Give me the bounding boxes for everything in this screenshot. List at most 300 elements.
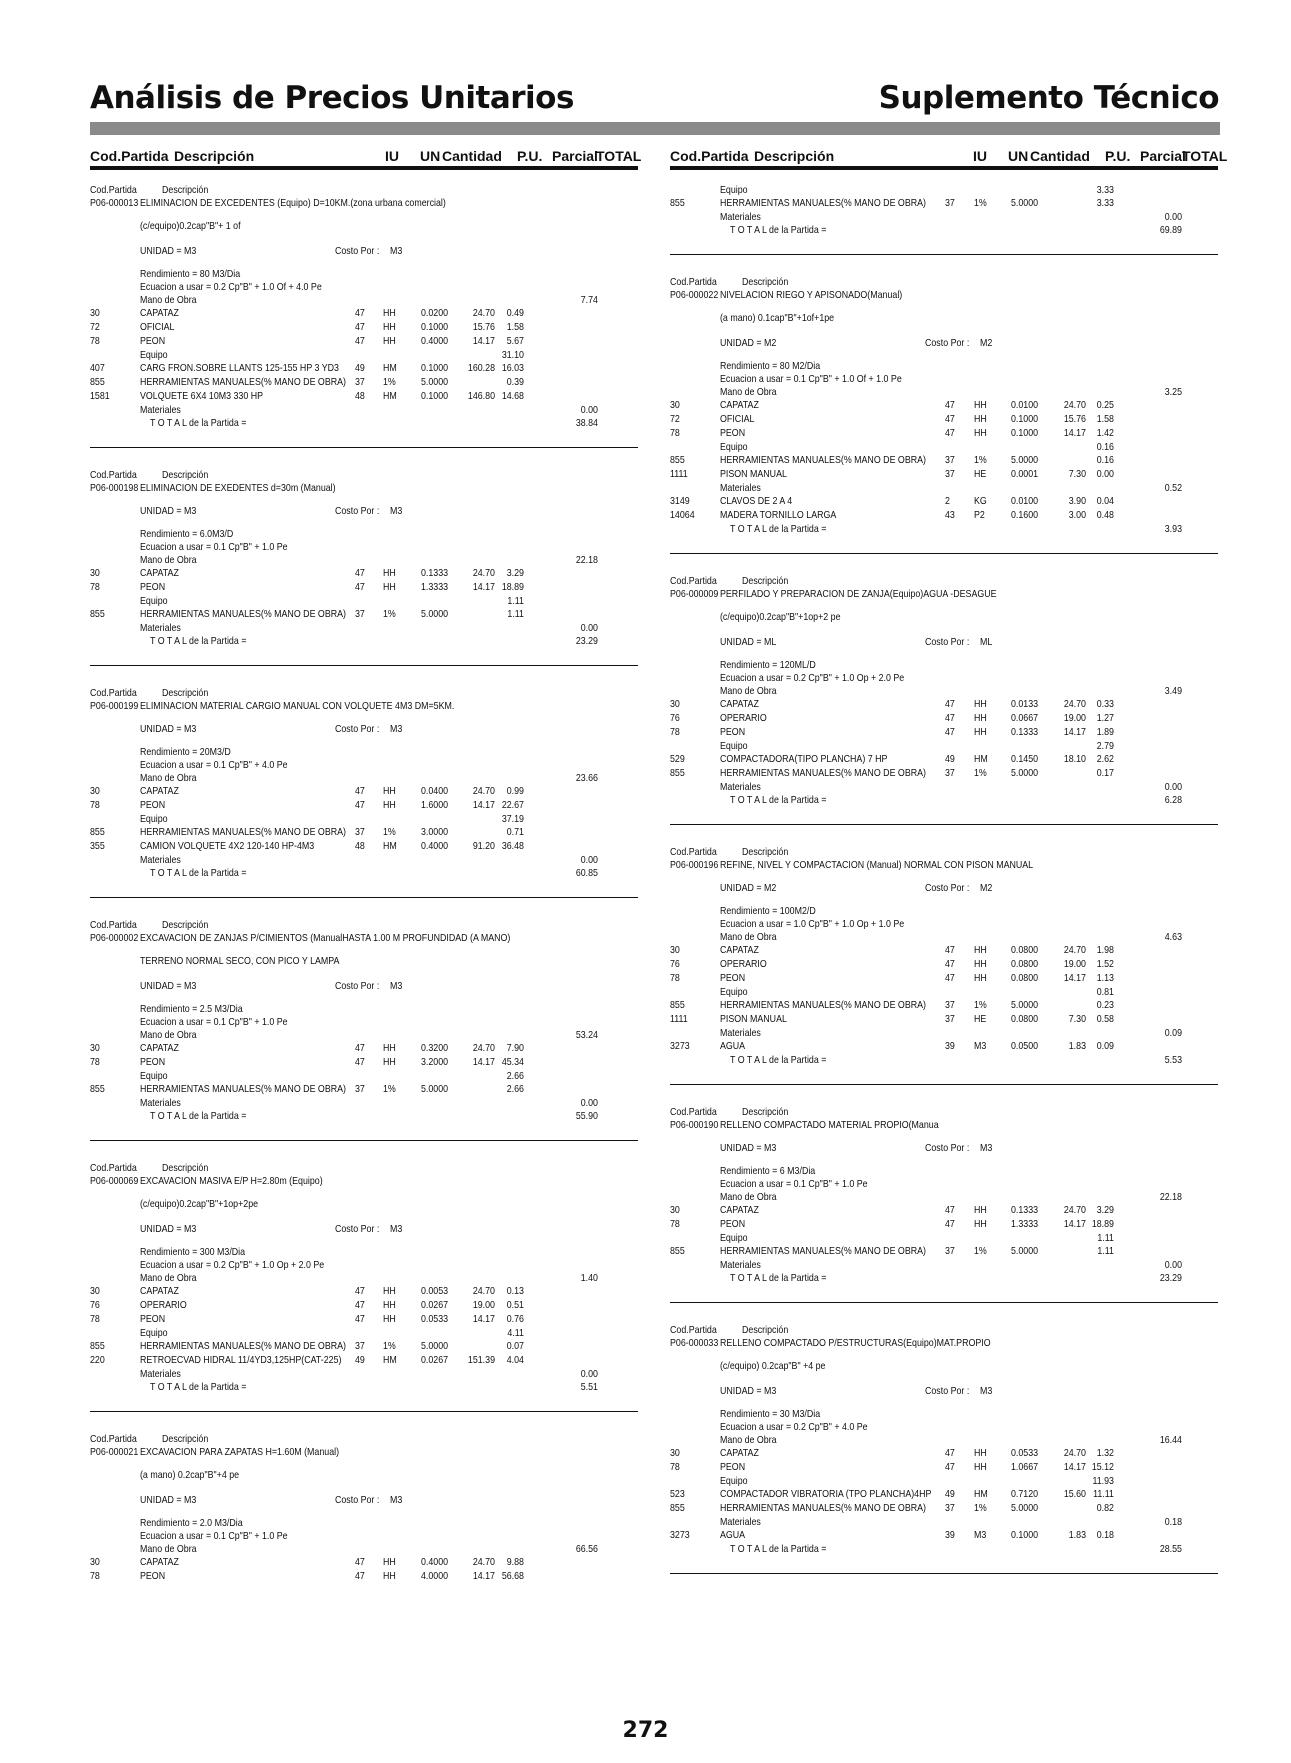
total-row: [670, 1272, 1217, 1285]
cod-partida-label: Cod.Partida: [90, 920, 137, 931]
item-unit: HM: [382, 363, 397, 374]
costo-por-value: M3: [389, 724, 403, 735]
partida-total: 3.93: [1164, 524, 1182, 535]
item-description: HERRAMIENTAS MANUALES(% MANO DE OBRA): [719, 1000, 926, 1011]
item-description: PEON: [719, 1219, 746, 1230]
partida-code: P06-000199: [90, 701, 139, 712]
partida-code: P06-000022: [670, 290, 719, 301]
partida-note: (a mano) 0.2cap"B"+4 pe: [139, 1470, 240, 1481]
costo-por-value: M3: [389, 506, 403, 517]
item-unit-price: 24.70: [1063, 1448, 1086, 1459]
item-partial: 0.13: [506, 1286, 524, 1297]
partida-code: P06-000013: [90, 198, 139, 209]
item-quantity: 0.0533: [420, 1314, 449, 1325]
ecuacion: Ecuacion a usar = 0.1 Cp"B" + 1.0 Of + 1.0 Pe: [719, 374, 902, 385]
equipo-row: [90, 840, 637, 853]
materiales-total: 0.00: [580, 1098, 598, 1109]
equipo-label: Equipo: [719, 442, 748, 453]
equipo-row: [670, 1488, 1217, 1501]
item-unit: HH: [382, 568, 396, 579]
mano-obra-header: [90, 1029, 637, 1042]
cod-partida-label: Cod.Partida: [670, 576, 717, 587]
total-row: [90, 1381, 637, 1394]
partida-code: P06-000033: [670, 1338, 719, 1349]
page-subtitle: Suplemento Técnico: [878, 80, 1219, 116]
item-quantity: 0.0500: [1010, 1041, 1039, 1052]
item-quantity: 0.0001: [1010, 469, 1039, 480]
equipo-row: [670, 468, 1217, 481]
item-unit-price: 14.17: [472, 1314, 495, 1325]
costo-por-label: Costo Por :: [334, 981, 380, 992]
item-unit: 1%: [973, 1000, 987, 1011]
equipo-header: [670, 1475, 1217, 1488]
mano-de-obra-total: 7.74: [580, 295, 598, 306]
item-iu: 47: [944, 1219, 955, 1230]
item-quantity: 0.0267: [420, 1300, 449, 1311]
item-partial: 11.11: [1093, 1489, 1114, 1500]
partida-note: (c/equipo)0.2cap"B"+1op+2 pe: [719, 612, 841, 623]
mano-de-obra-total: 3.49: [1164, 686, 1182, 697]
equipo-header: [670, 986, 1217, 999]
item-unit-price: 15.76: [472, 322, 495, 333]
item-quantity: 1.0667: [1010, 1462, 1039, 1473]
item-code: 30: [670, 1205, 680, 1216]
item-quantity: 0.0200: [420, 308, 449, 319]
item-code: 30: [670, 945, 680, 956]
material-row: [670, 1529, 1217, 1542]
descripcion-label: Descripción: [161, 688, 209, 699]
item-code: 30: [670, 699, 680, 710]
item-quantity: 0.0800: [1010, 945, 1039, 956]
item-code: 78: [670, 973, 680, 984]
partida-label-row: [670, 846, 1217, 859]
mano-obra-header: [670, 931, 1217, 944]
ecuacion-row: [90, 759, 637, 772]
partida-label-row: [90, 184, 637, 197]
costo-por-value: M2: [979, 338, 993, 349]
partida-separator: [90, 897, 638, 898]
materiales-label: Materiales: [719, 1028, 761, 1039]
equipo-row: [90, 1083, 637, 1096]
rendimiento-row: [90, 1003, 637, 1016]
item-unit: HM: [973, 1489, 988, 1500]
item-quantity: 0.0053: [420, 1286, 449, 1297]
item-description: PEON: [139, 800, 166, 811]
rendimiento-row: [670, 905, 1217, 918]
item-quantity: 5.0000: [420, 1084, 449, 1095]
partida-title-row: [90, 700, 637, 713]
item-quantity: 0.7120: [1010, 1489, 1039, 1500]
col-un: UN: [1008, 148, 1029, 164]
mano-obra-row: [670, 1447, 1217, 1460]
materiales-label: Materiales: [139, 1098, 181, 1109]
partida-separator: [670, 254, 1218, 255]
item-description: PEON: [139, 1571, 166, 1582]
equipo-row: [670, 1013, 1217, 1026]
partida-note: (c/equipo)0.2cap"B"+1op+2pe: [139, 1199, 259, 1210]
item-description: HERRAMIENTAS MANUALES(% MANO DE OBRA): [139, 1084, 346, 1095]
equipo-label: Equipo: [719, 185, 748, 196]
descripcion-label: Descripción: [741, 1325, 789, 1336]
item-code: 855: [90, 377, 105, 388]
partida-separator: [670, 824, 1218, 825]
partida-extra-row: [90, 220, 637, 233]
item-unit: HH: [973, 1462, 987, 1473]
item-unit: HH: [973, 1448, 987, 1459]
mano-obra-header: [670, 1434, 1217, 1447]
item-code: 355: [90, 841, 105, 852]
item-code: 72: [670, 414, 680, 425]
partida-total: 69.89: [1159, 225, 1182, 236]
item-partial: 1.52: [1096, 959, 1114, 970]
item-iu: 47: [354, 1043, 365, 1054]
unidad-label: UNIDAD = ML: [719, 637, 777, 648]
col-cod: Cod.Partida: [90, 148, 169, 164]
mano-obra-row: [90, 307, 637, 320]
partida-code: P06-000021: [90, 1447, 139, 1458]
ecuacion-row: [670, 1178, 1217, 1191]
mano-de-obra-label: Mano de Obra: [139, 555, 197, 566]
equipo-total: 37.19: [501, 814, 524, 825]
equipo-label: Equipo: [139, 1071, 168, 1082]
item-partial: 18.89: [1091, 1219, 1114, 1230]
equipo-row: [90, 390, 637, 403]
item-iu: 37: [944, 1000, 955, 1011]
item-quantity: 0.4000: [420, 841, 449, 852]
item-iu: 37: [944, 1246, 955, 1257]
partida-extra-row: [670, 312, 1217, 325]
mano-obra-header: [90, 772, 637, 785]
item-quantity: 4.0000: [420, 1571, 449, 1582]
partida-title-row: [670, 588, 1217, 601]
item-partial: 1.98: [1096, 945, 1114, 956]
mano-obra-row: [90, 1313, 637, 1326]
costo-por-value: M3: [389, 1495, 403, 1506]
item-quantity: 0.0267: [420, 1355, 449, 1366]
item-code: 523: [670, 1489, 685, 1500]
item-code: 78: [90, 1571, 100, 1582]
item-code: 3273: [670, 1530, 690, 1541]
item-description: HERRAMIENTAS MANUALES(% MANO DE OBRA): [719, 768, 926, 779]
item-partial: 0.00: [1096, 469, 1114, 480]
item-unit: 1%: [382, 827, 396, 838]
partida-code: P06-000190: [670, 1120, 719, 1131]
item-partial: 56.68: [501, 1571, 524, 1582]
equipo-header: [90, 1327, 637, 1340]
item-quantity: 3.2000: [420, 1057, 449, 1068]
item-unit: HH: [973, 959, 987, 970]
item-unit-price: 24.70: [1063, 699, 1086, 710]
ecuacion: Ecuacion a usar = 1.0 Cp"B" + 1.0 Op + 1.0 Pe: [719, 919, 905, 930]
unidad-label: UNIDAD = M3: [139, 724, 197, 735]
rendimiento: Rendimiento = 2.0 M3/Dia: [139, 1518, 243, 1529]
item-code: 30: [90, 1043, 100, 1054]
ecuacion-row: [90, 1016, 637, 1029]
material-row: [670, 509, 1217, 522]
rendimiento-row: [670, 360, 1217, 373]
item-iu: 47: [354, 568, 365, 579]
costo-por-value: M3: [389, 246, 403, 257]
materiales-header: [670, 1516, 1217, 1529]
unidad-label: UNIDAD = M3: [139, 506, 197, 517]
partida-label-row: [90, 919, 637, 932]
item-iu: 47: [354, 800, 365, 811]
total-row: [670, 1054, 1217, 1067]
ecuacion: Ecuacion a usar = 0.1 Cp"B" + 1.0 Pe: [719, 1179, 868, 1190]
item-unit: HH: [973, 1219, 987, 1230]
item-quantity: 0.3200: [420, 1043, 449, 1054]
ecuacion-row: [670, 918, 1217, 931]
mano-obra-row: [90, 1570, 637, 1583]
total-row: [90, 867, 637, 880]
partida-title: EXCAVACION MASIVA E/P H=2.80m (Equipo): [139, 1176, 323, 1187]
item-quantity: 0.0800: [1010, 959, 1039, 970]
mano-de-obra-label: Mano de Obra: [139, 295, 197, 306]
partida-total: 5.53: [1164, 1055, 1182, 1066]
col-iu: IU: [385, 148, 399, 164]
partida-label-row: [90, 687, 637, 700]
item-description: CAPATAZ: [719, 699, 759, 710]
item-partial: 0.33: [1096, 699, 1114, 710]
item-description: PEON: [719, 1462, 746, 1473]
descripcion-label: Descripción: [161, 1434, 209, 1445]
col-desc: Descripción: [174, 148, 255, 164]
item-iu: 47: [944, 727, 955, 738]
materiales-total: 0.00: [580, 855, 598, 866]
item-code: 30: [90, 786, 100, 797]
mano-de-obra-label: Mano de Obra: [719, 932, 777, 943]
item-code: 855: [670, 1246, 685, 1257]
item-code: 14064: [670, 510, 695, 521]
item-unit-price: 19.00: [472, 1300, 495, 1311]
item-unit: HH: [382, 786, 396, 797]
item-code: 30: [670, 400, 680, 411]
item-code: 1581: [90, 391, 110, 402]
item-iu: 48: [354, 841, 365, 852]
total-row: [90, 1110, 637, 1123]
partida-total: 60.85: [575, 868, 598, 879]
total-row: [670, 794, 1217, 807]
unidad-label: UNIDAD = M3: [719, 1386, 777, 1397]
ecuacion: Ecuacion a usar = 0.1 Cp"B" + 1.0 Pe: [139, 1017, 288, 1028]
item-partial: 0.99: [506, 786, 524, 797]
item-partial: 3.29: [1096, 1205, 1114, 1216]
mano-obra-header: [90, 554, 637, 567]
item-unit: HH: [382, 322, 396, 333]
partida-unidad-row: [670, 337, 1217, 350]
item-description: PEON: [139, 582, 166, 593]
partida-title: EXCAVACION DE ZANJAS P/CIMIENTOS (ManualHASTA 1.00 M PROFUNDIDAD (A MANO): [139, 933, 511, 944]
equipo-header: [670, 184, 1217, 197]
mano-de-obra-label: Mano de Obra: [719, 1192, 777, 1203]
item-iu: 37: [944, 1503, 955, 1514]
item-quantity: 0.1333: [1010, 1205, 1039, 1216]
item-partial: 22.67: [501, 800, 524, 811]
equipo-row: [670, 197, 1217, 210]
item-unit: HH: [382, 1571, 396, 1582]
partida-title: ELIMINACION DE EXEDENTES d=30m (Manual): [139, 483, 336, 494]
item-code: 76: [670, 959, 680, 970]
item-iu: 39: [944, 1041, 955, 1052]
materiales-label: Materiales: [139, 405, 181, 416]
materiales-header: [670, 211, 1217, 224]
item-iu: 49: [354, 1355, 365, 1366]
item-code: 855: [90, 609, 105, 620]
unidad-label: UNIDAD = M3: [139, 1495, 197, 1506]
item-iu: 47: [944, 973, 955, 984]
item-iu: 47: [354, 1300, 365, 1311]
materiales-label: Materiales: [719, 782, 761, 793]
partida-label-row: [90, 1162, 637, 1175]
rendimiento: Rendimiento = 30 M3/Dia: [719, 1409, 821, 1420]
right-body: [670, 170, 1218, 1710]
partida-label-row: [670, 575, 1217, 588]
item-code: 1111: [670, 469, 688, 480]
item-description: CARG FRON.SOBRE LLANTS 125-155 HP 3 YD3: [139, 363, 339, 374]
partida-separator: [670, 1302, 1218, 1303]
partida-total: 38.84: [575, 418, 598, 429]
item-unit-price: 24.70: [472, 568, 495, 579]
rendimiento-row: [90, 746, 637, 759]
col-desc: Descripción: [754, 148, 835, 164]
item-description: CAPATAZ: [719, 1205, 759, 1216]
item-unit: HH: [382, 1057, 396, 1068]
partida-separator: [90, 665, 638, 666]
total-partida-label: T O T A L de la Partida =: [149, 1382, 247, 1393]
total-partida-label: T O T A L de la Partida =: [729, 1544, 827, 1555]
mano-obra-row: [90, 1056, 637, 1069]
partida-label-row: [670, 1324, 1217, 1337]
rendimiento-row: [670, 1408, 1217, 1421]
left-column: [90, 140, 642, 1710]
item-unit-price: 160.28: [467, 363, 495, 374]
item-description: CAPATAZ: [719, 400, 759, 411]
rendimiento: Rendimiento = 20M3/D: [139, 747, 231, 758]
item-quantity: 5.0000: [1010, 1246, 1039, 1257]
item-description: CAPATAZ: [139, 1557, 179, 1568]
partida-note: (a mano) 0.1cap"B"+1of+1pe: [719, 313, 835, 324]
mano-obra-row: [90, 1556, 637, 1569]
item-partial: 0.18: [1096, 1530, 1114, 1541]
equipo-row: [90, 608, 637, 621]
item-partial: 1.42: [1096, 428, 1114, 439]
equipo-header: [90, 349, 637, 362]
item-iu: 37: [354, 377, 365, 388]
equipo-row: [90, 362, 637, 375]
col-parcial: Parcial: [552, 148, 598, 164]
equipo-row: [670, 999, 1217, 1012]
partida-label-row: [90, 469, 637, 482]
item-unit-price: 7.30: [1068, 469, 1086, 480]
item-iu: 49: [944, 1489, 955, 1500]
item-iu: 47: [944, 414, 955, 425]
header-bar: [90, 122, 1220, 135]
partida-code: P06-000196: [670, 860, 719, 871]
partida-extra-row: [670, 611, 1217, 624]
descripcion-label: Descripción: [741, 576, 789, 587]
equipo-header: [90, 1070, 637, 1083]
item-unit: HH: [382, 1286, 396, 1297]
partida-title-row: [90, 1175, 637, 1188]
descripcion-label: Descripción: [741, 277, 789, 288]
ecuacion: Ecuacion a usar = 0.1 Cp"B" + 4.0 Pe: [139, 760, 288, 771]
equipo-total: 2.79: [1096, 741, 1114, 752]
partida-extra-row: [670, 1360, 1217, 1373]
item-unit: HM: [382, 841, 397, 852]
total-partida-label: T O T A L de la Partida =: [729, 225, 827, 236]
item-description: OFICIAL: [719, 414, 755, 425]
partida-title: ELIMINACION DE EXCEDENTES (Equipo) D=10KM.(zona urbana comercial): [139, 198, 446, 209]
ecuacion-row: [670, 1421, 1217, 1434]
rendimiento: Rendimiento = 80 M2/Dia: [719, 361, 821, 372]
partida-unidad-row: [90, 980, 637, 993]
rendimiento: Rendimiento = 2.5 M3/Dia: [139, 1004, 243, 1015]
partida-total: 23.29: [575, 636, 598, 647]
mano-obra-row: [670, 413, 1217, 426]
item-unit: HH: [973, 727, 987, 738]
col-parcial: Parcial: [1140, 148, 1186, 164]
equipo-row: [670, 1502, 1217, 1515]
item-partial: 1.13: [1096, 973, 1114, 984]
materiales-header: [90, 404, 637, 417]
mano-obra-row: [90, 1042, 637, 1055]
materiales-total: 0.52: [1164, 483, 1182, 494]
item-unit: 1%: [382, 377, 396, 388]
costo-por-label: Costo Por :: [334, 506, 380, 517]
item-partial: 0.23: [1096, 1000, 1114, 1011]
mano-obra-row: [670, 698, 1217, 711]
item-code: 3149: [670, 496, 690, 507]
rendimiento: Rendimiento = 80 M3/Dia: [139, 269, 241, 280]
item-code: 855: [670, 1503, 685, 1514]
item-iu: 37: [354, 609, 365, 620]
column-header: [90, 140, 642, 170]
item-unit: HM: [382, 391, 397, 402]
equipo-header: [670, 441, 1217, 454]
partida-note: (c/equipo)0.2cap"B"+ 1 of: [139, 221, 241, 232]
item-description: HERRAMIENTAS MANUALES(% MANO DE OBRA): [139, 609, 346, 620]
unidad-label: UNIDAD = M3: [139, 246, 197, 257]
partida-label-row: [670, 276, 1217, 289]
item-iu: 47: [354, 786, 365, 797]
item-partial: 0.49: [506, 308, 524, 319]
equipo-header: [670, 740, 1217, 753]
item-description: PEON: [139, 1057, 166, 1068]
mano-obra-row: [90, 785, 637, 798]
item-unit-price: 3.00: [1068, 510, 1086, 521]
equipo-total: 1.11: [507, 596, 524, 607]
col-pu: P.U.: [517, 148, 543, 164]
item-quantity: 3.0000: [420, 827, 449, 838]
equipo-row: [670, 767, 1217, 780]
materiales-label: Materiales: [139, 1369, 181, 1380]
item-code: 529: [670, 754, 685, 765]
item-partial: 18.89: [501, 582, 524, 593]
item-iu: 47: [354, 582, 365, 593]
item-unit: HH: [382, 1300, 396, 1311]
partida-total: 23.29: [1159, 1273, 1182, 1284]
item-unit: M3: [973, 1530, 987, 1541]
item-description: CAPATAZ: [139, 1286, 179, 1297]
equipo-total: 2.66: [506, 1071, 524, 1082]
item-unit: 1%: [382, 1084, 396, 1095]
col-cantidad: Cantidad: [1030, 148, 1090, 164]
materiales-label: Materiales: [719, 1517, 761, 1528]
partida-note: TERRENO NORMAL SECO, CON PICO Y LAMPA: [139, 956, 340, 967]
item-partial: 0.76: [506, 1314, 524, 1325]
item-partial: 0.58: [1096, 1014, 1114, 1025]
partida-title: RELLENO COMPACTADO P/ESTRUCTURAS(Equipo)MAT.PROPIO: [719, 1338, 991, 1349]
